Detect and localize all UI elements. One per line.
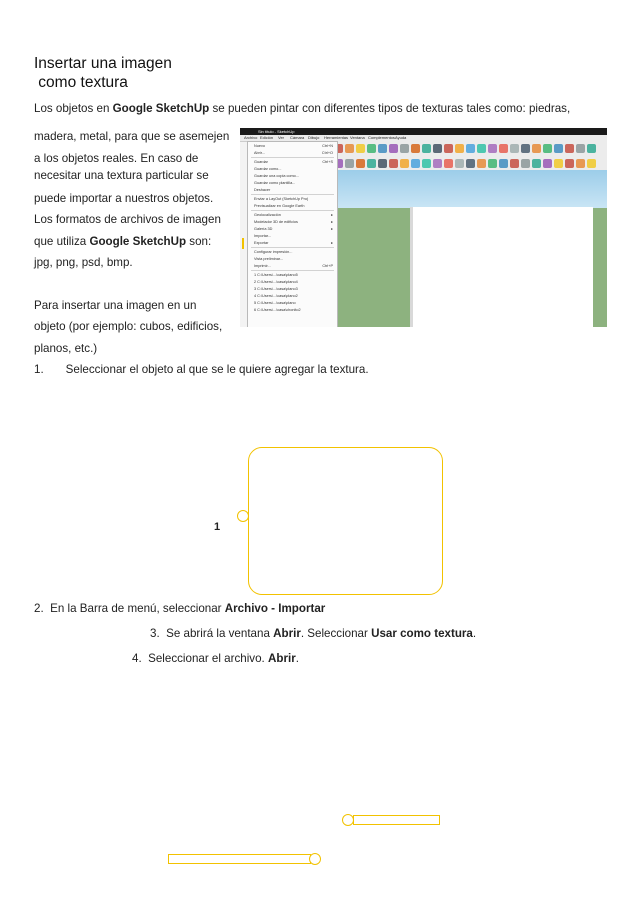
menu-item-label: Imprimir... [254, 264, 271, 268]
intro-line-6: Los formatos de archivos de imagen [34, 213, 221, 226]
toolbar-tool-icon[interactable] [554, 144, 563, 153]
toolbar-tool-icon[interactable] [367, 159, 376, 168]
menu-item[interactable] [248, 308, 337, 313]
toolbar-tool-icon[interactable] [477, 144, 486, 153]
text-cursor-marker [242, 238, 244, 249]
menu-item-label: Previsualizar en Google Earth [254, 204, 305, 208]
toolbar-tool-icon[interactable] [444, 159, 453, 168]
toolbar-tool-icon[interactable] [389, 159, 398, 168]
menu-item[interactable] [248, 250, 337, 255]
menu-archivo[interactable]: Archivo [244, 135, 258, 140]
menu-item[interactable] [248, 234, 337, 239]
menu-separator [251, 194, 334, 195]
callout-number: 1 [214, 521, 221, 533]
toolbar-tool-icon[interactable] [345, 144, 354, 153]
intro-line-7: que utiliza Google SketchUp son: [34, 235, 212, 248]
toolbar-tool-icon[interactable] [433, 159, 442, 168]
toolbar-tool-icon[interactable] [510, 144, 519, 153]
toolbar-tool-icon[interactable] [543, 144, 552, 153]
toolbar-tool-icon[interactable] [510, 159, 519, 168]
menu-item-label: 1 C:\Users\...\casa\plano5 [254, 273, 298, 277]
callout-box [248, 447, 443, 595]
menu-item-label: Modelador 3D de edificios [254, 220, 298, 224]
menu-item[interactable] [248, 167, 337, 172]
toolbar-tool-icon[interactable] [565, 144, 574, 153]
menu-item[interactable] [248, 151, 337, 156]
callout-bar-right [353, 815, 440, 825]
menu-item[interactable] [248, 144, 337, 149]
menu-item-label: Deshacer [254, 188, 271, 192]
menu-item[interactable] [248, 227, 337, 232]
menu-item[interactable] [248, 301, 337, 306]
menu-edicion[interactable]: Edición [260, 135, 274, 140]
page-title [34, 54, 172, 92]
toolbar-tool-icon[interactable] [466, 159, 475, 168]
toolbar-tool-icon[interactable] [521, 159, 530, 168]
insert-line-1: Para insertar una imagen en un [34, 299, 197, 312]
menu-separator [251, 247, 334, 248]
callout-bar-left [168, 854, 311, 864]
toolbar-tool-icon[interactable] [488, 159, 497, 168]
toolbar-tool-icon[interactable] [466, 144, 475, 153]
viewport-sky [336, 170, 607, 208]
menu-item-label: Galería 3D [254, 227, 273, 231]
box-face[interactable] [413, 207, 593, 327]
toolbar-tool-icon[interactable] [400, 159, 409, 168]
toolbar-tool-icon[interactable] [400, 144, 409, 153]
toolbar-tool-icon[interactable] [587, 144, 596, 153]
menu-item-label: 2 C:\Users\...\casa\plano4 [254, 280, 298, 284]
menu-item-shortcut: Ctrl+O [321, 151, 333, 155]
callout-connector-circle [237, 510, 249, 522]
menu-item[interactable] [248, 160, 337, 165]
toolbar-tool-icon[interactable] [455, 159, 464, 168]
menu-separator [251, 270, 334, 271]
menu-item-label: Guardar como... [254, 167, 282, 171]
window-titlebar [240, 128, 607, 135]
insert-line-3: planos, etc.) [34, 342, 98, 355]
toolbar-tool-icon[interactable] [521, 144, 530, 153]
toolbar-tool-icon[interactable] [422, 159, 431, 168]
menu-item[interactable] [248, 257, 337, 262]
toolbar-tool-icon[interactable] [378, 144, 387, 153]
menu-item[interactable] [248, 188, 337, 193]
menu-item-label: 3 C:\Users\...\casa\plano3 [254, 287, 298, 291]
toolbar-tool-icon[interactable] [455, 144, 464, 153]
callout-bar-right-circle [342, 814, 354, 826]
menu-item-shortcut: ▸ [331, 220, 333, 224]
toolbar-tool-icon[interactable] [378, 159, 387, 168]
toolbar-tool-icon[interactable] [488, 144, 497, 153]
toolbar-tool-icon[interactable] [411, 159, 420, 168]
window-title: Sin título - SketchUp [258, 129, 295, 134]
menu-item[interactable] [248, 213, 337, 218]
toolbar-tool-icon[interactable] [565, 159, 574, 168]
step-4: 4. Seleccionar el archivo. Abrir. [132, 652, 299, 665]
menu-item[interactable] [248, 204, 337, 209]
menu-item-label: 6 C:\Users\...\casa\chonito2 [254, 308, 301, 312]
toolbar-tool-icon[interactable] [532, 159, 541, 168]
toolbar-tool-icon[interactable] [543, 159, 552, 168]
menu-item-label: 4 C:\Users\...\casa\plano2 [254, 294, 298, 298]
menu-item-shortcut: ▸ [331, 227, 333, 231]
step-1: 1. Seleccionar el objeto al que se le quiere agregar la textura. [34, 363, 369, 376]
toolbar-tool-icon[interactable] [345, 159, 354, 168]
menu-herramientas[interactable]: Herramientas [324, 135, 349, 140]
menu-item-label: 5 C:\Users\...\casa\plano [254, 301, 296, 305]
intro-line-8: jpg, png, psd, bmp. [34, 256, 133, 269]
menu-item-label: Abrir... [254, 151, 265, 155]
toolbar-top [330, 141, 607, 156]
menu-item-label: Configurar impresión... [254, 250, 293, 254]
menu-item[interactable] [248, 294, 337, 299]
toolbar-tool-icon[interactable] [554, 159, 563, 168]
menu-item-label: Exportar [254, 241, 269, 245]
toolbar-tool-icon[interactable] [422, 144, 431, 153]
toolbar-tool-icon[interactable] [367, 144, 376, 153]
menu-item-label: Geolocalización [254, 213, 281, 217]
intro-line-5: puede importar a nuestros objetos. [34, 192, 214, 205]
menu-item-label: Vista preliminar... [254, 257, 284, 261]
menu-item-label: Enviar a LayOut (SketchUp Pro) [254, 197, 309, 201]
menu-item[interactable] [248, 220, 337, 225]
menu-item-shortcut: Ctrl+P [322, 264, 333, 268]
menu-item-label: Guardar como plantilla... [254, 181, 296, 185]
toolbar-tool-icon[interactable] [356, 159, 365, 168]
toolbar-bottom [330, 156, 607, 171]
menu-item-label: Guardar una copia como... [254, 174, 299, 178]
step-2: 2. En la Barra de menú, seleccionar Archivo - Importar [34, 602, 326, 615]
menu-ayuda[interactable]: Ayuda [395, 135, 407, 140]
toolbar-tool-icon[interactable] [532, 144, 541, 153]
menu-item-shortcut: ▸ [331, 241, 333, 245]
menu-item-shortcut: Ctrl+N [322, 144, 333, 148]
menu-dibujo[interactable]: Dibujo [308, 135, 320, 140]
intro-line-1: Los objetos en Google SketchUp se pueden pintar con diferentes tipos de texturas tales como: piedras, [34, 102, 571, 115]
menu-item[interactable] [248, 273, 337, 278]
menu-item[interactable] [248, 287, 337, 292]
toolbar-tool-icon[interactable] [411, 144, 420, 153]
intro-line-2: madera, metal, para que se asemejen [34, 130, 230, 143]
title-line-1: Insertar una imagen [34, 55, 172, 72]
menu-separator [251, 157, 334, 158]
title-line-2: como textura [34, 74, 128, 91]
toolbar-tool-icon[interactable] [389, 144, 398, 153]
callout-bar-left-circle [309, 853, 321, 865]
toolbar-tool-icon[interactable] [477, 159, 486, 168]
menu-separator [251, 210, 334, 211]
menu-item-label: Guardar [254, 160, 268, 164]
intro-line-4: necesitar una textura particular se [34, 169, 209, 182]
toolbar-tool-icon[interactable] [576, 144, 585, 153]
menu-complementos[interactable]: Complementos [368, 135, 395, 140]
toolbar-tool-icon[interactable] [444, 144, 453, 153]
menu-item-label: Nuevo [254, 144, 265, 148]
menu-item-shortcut: ▸ [331, 213, 333, 217]
toolbar-tool-icon[interactable] [499, 144, 508, 153]
menu-item[interactable] [248, 181, 337, 186]
toolbar-tool-icon[interactable] [499, 159, 508, 168]
insert-line-2: objeto (por ejemplo: cubos, edificios, [34, 320, 223, 333]
intro-line-3: a los objetos reales. En caso de [34, 152, 199, 165]
archivo-dropdown-menu [247, 141, 338, 327]
toolbar-tool-icon[interactable] [433, 144, 442, 153]
menu-item[interactable] [248, 174, 337, 179]
menu-item[interactable] [248, 241, 337, 246]
menu-ver[interactable]: Ver [278, 135, 285, 140]
toolbar-tool-icon[interactable] [576, 159, 585, 168]
menu-item[interactable] [248, 197, 337, 202]
menu-item[interactable] [248, 264, 337, 269]
toolbar-tool-icon[interactable] [356, 144, 365, 153]
sketchup-screenshot [240, 128, 607, 327]
menu-ventana[interactable]: Ventana [350, 135, 365, 140]
step-3: 3. Se abrirá la ventana Abrir. Seleccionar Usar como textura. [150, 627, 477, 640]
menu-item-label: Importar... [254, 234, 272, 238]
menu-item-shortcut: Ctrl+S [322, 160, 333, 164]
menu-item[interactable] [248, 280, 337, 285]
menu-camara[interactable]: Cámara [290, 135, 305, 140]
toolbar-tool-icon[interactable] [587, 159, 596, 168]
